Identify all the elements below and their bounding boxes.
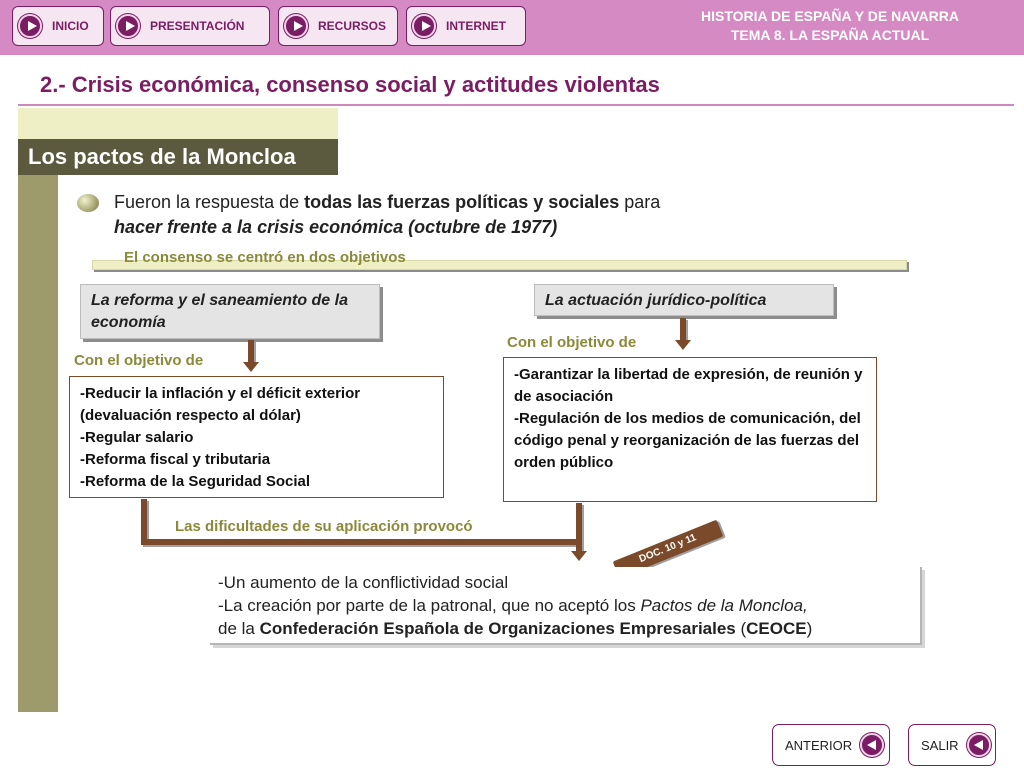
left-objective-title: La reforma y el saneamiento de la economía — [80, 284, 380, 339]
right-list-item: -Regulación de los medios de comunicación, del código penal y reorganización de las fuerzas del orden público — [514, 410, 861, 471]
right-arrow-head — [675, 340, 691, 350]
result-line3-acronym: CEOCE — [746, 619, 807, 638]
nav-recursos-button[interactable] — [278, 6, 398, 46]
header-title-line2: TEMA 8. LA ESPAÑA ACTUAL — [730, 27, 930, 43]
back-arrow-icon — [967, 733, 991, 757]
intro-text — [114, 190, 794, 240]
left-arrow-head — [243, 362, 259, 372]
result-line1: -Un aumento de la conflictividad social — [218, 573, 509, 592]
left-list-item: -Reforma de la Seguridad Social — [80, 473, 311, 490]
nav-presentacion-label: PRESENTACIÓN — [150, 19, 245, 33]
left-arrow-shaft — [248, 340, 254, 364]
result-line2-italic: Pactos de la Moncloa, — [640, 596, 808, 615]
result-line3-bold: Confederación Española de Organizaciones Empresariales — [259, 619, 736, 638]
nav-recursos-label: RECURSOS — [318, 19, 387, 33]
right-arrow-shaft — [680, 318, 686, 342]
section-title: Los pactos de la Moncloa — [18, 139, 338, 175]
left-objective-list — [69, 376, 444, 498]
anterior-button[interactable] — [772, 724, 890, 766]
left-list-item: -Regular salario — [80, 429, 194, 446]
result-line3 — [218, 617, 912, 640]
intro-part2: para — [619, 192, 661, 212]
right-list-item: -Garantizar la libertad de expresión, de reunión y de asociación — [514, 366, 863, 405]
play-icon — [412, 14, 436, 38]
left-list-item: -Reforma fiscal y tributaria — [80, 451, 271, 468]
nav-inicio-button[interactable] — [12, 6, 104, 46]
result-line3-text: de la — [218, 619, 260, 638]
result-line2-text: -La creación por parte de la patronal, que no aceptó los — [218, 596, 641, 615]
header-title-line1: HISTORIA DE ESPAÑA Y DE NAVARRA — [700, 8, 959, 24]
right-objective-list — [503, 357, 877, 502]
salir-button[interactable] — [908, 724, 996, 766]
result-arrow-head — [571, 551, 587, 561]
right-down-connector — [576, 503, 582, 553]
nav-internet-button[interactable] — [406, 6, 526, 46]
anterior-label: ANTERIOR — [785, 737, 853, 753]
nav-inicio-label: INICIO — [52, 19, 89, 33]
left-objective-label: Con el objetivo de — [74, 352, 204, 369]
play-icon — [116, 14, 140, 38]
result-line3-paren-open: ( — [735, 619, 747, 638]
bullet-icon — [77, 194, 99, 212]
nav-internet-label: INTERNET — [446, 19, 506, 33]
difficulties-label: Las dificultades de su aplicación provocó — [175, 518, 473, 535]
bottom-horizontal-connector — [141, 539, 582, 545]
salir-label: SALIR — [921, 737, 959, 753]
doc-link-button[interactable]: DOC. 10 y 11 — [613, 520, 724, 579]
intro-part1: Fueron la respuesta de — [114, 192, 305, 212]
left-list-item: -Reducir la inflación y el déficit exterior (devaluación respecto al dólar) — [80, 385, 361, 424]
left-decoration-dark — [18, 165, 58, 712]
slide-title: 2.- Crisis económica, consenso social y actitudes violentas — [40, 72, 660, 97]
result-box — [210, 567, 922, 645]
result-line3-paren-close: ) — [806, 619, 813, 638]
header-title — [660, 7, 1000, 45]
top-bar — [0, 0, 1024, 55]
consensus-label: El consenso se centró en dos objetivos — [124, 249, 406, 266]
right-objective-title: La actuación jurídico-política — [534, 284, 834, 316]
play-icon — [18, 14, 42, 38]
intro-bold-italic: hacer frente a la crisis económica (octubre de 1977) — [114, 217, 558, 237]
result-line2 — [218, 594, 912, 617]
right-objective-label: Con el objetivo de — [507, 334, 637, 351]
back-arrow-icon — [860, 733, 884, 757]
left-down-connector — [141, 499, 147, 543]
play-icon — [284, 14, 308, 38]
title-divider — [18, 104, 1014, 106]
intro-bold: todas las fuerzas políticas y sociales — [304, 192, 620, 212]
nav-presentacion-button[interactable] — [110, 6, 270, 46]
